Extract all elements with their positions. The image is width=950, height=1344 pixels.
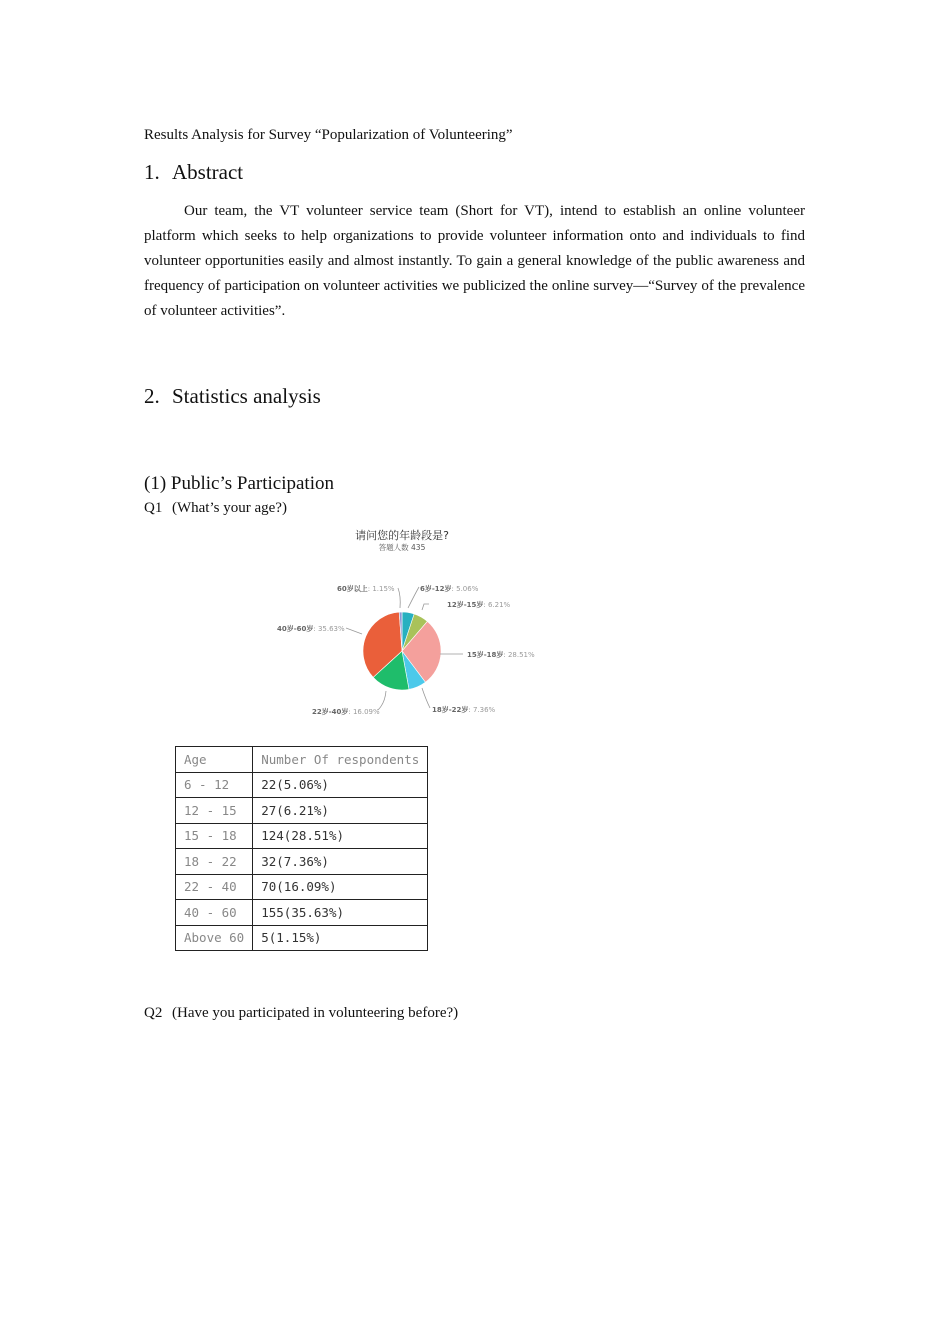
question-text: (What’s your age?) (172, 500, 287, 516)
question-number: Q2 (144, 1005, 163, 1021)
table-row (176, 823, 428, 849)
table-row (176, 849, 428, 875)
table-cell-count: 5(1.15%) (253, 925, 428, 951)
table-row (176, 925, 428, 951)
table-cell-age: 22 - 40 (176, 874, 253, 900)
document-title: Results Analysis for Survey “Popularization of Volunteering” (144, 127, 513, 143)
chart-subtitle: 答题人数 435 (378, 543, 426, 552)
slice-label-12-15: 12岁-15岁: 6.21% (447, 601, 511, 609)
question-number: Q1 (144, 500, 163, 516)
abstract-paragraph: Our team, the VT volunteer service team (Short for VT), intend to establish an online volunteer platform which seeks to help organizations to provide volunteer information onto and individuals to find volunteer opportunities easily and almost instantly. To gain a general knowledge of the public awareness and frequency of participation on volunteer activities we publicized the online survey—“Survey of the prevalence of volunteer activities”. (144, 203, 805, 319)
table-header-cell: Number Of respondents (253, 747, 428, 773)
table-header-cell: Age (176, 747, 253, 773)
table-cell-count: 124(28.51%) (253, 823, 428, 849)
table-cell-count: 22(5.06%) (253, 772, 428, 798)
table-cell-age: 6 - 12 (176, 772, 253, 798)
slice-label-15-18: 15岁-18岁: 28.51% (467, 651, 535, 659)
slice-label-60-plus: 60岁以上: 1.15% (337, 585, 395, 593)
table-cell-count: 70(16.09%) (253, 874, 428, 900)
table-cell-age: 12 - 15 (176, 798, 253, 824)
question-2 (144, 1005, 458, 1022)
section-number: 2. (144, 384, 160, 408)
table-row (176, 798, 428, 824)
age-pie-chart (260, 520, 560, 725)
subsection-heading: (1) Public’s Participation (144, 473, 334, 494)
slice-label-22-40: 22岁-40岁: 16.09% (312, 708, 380, 716)
table-row (176, 874, 428, 900)
table-cell-count: 27(6.21%) (253, 798, 428, 824)
table-cell-age: 40 - 60 (176, 900, 253, 926)
chart-title: 请问您的年龄段是? (355, 529, 449, 542)
table-cell-age: Above 60 (176, 925, 253, 951)
question-text: (Have you participated in volunteering before?) (172, 1005, 459, 1021)
table-header-row (176, 747, 428, 773)
section-title: Statistics analysis (172, 384, 321, 408)
slice-label-40-60: 40岁-60岁: 35.63% (277, 625, 345, 633)
question-1 (144, 500, 287, 517)
age-table (175, 746, 428, 951)
table-row (176, 900, 428, 926)
table-cell-count: 32(7.36%) (253, 849, 428, 875)
section-heading-abstract (144, 160, 243, 185)
section-number: 1. (144, 160, 160, 184)
section-heading-statistics (144, 384, 321, 409)
table-row (176, 772, 428, 798)
table-cell-age: 18 - 22 (176, 849, 253, 875)
table-cell-age: 15 - 18 (176, 823, 253, 849)
table-cell-count: 155(35.63%) (253, 900, 428, 926)
slice-label-18-22: 18岁-22岁: 7.36% (432, 706, 496, 714)
slice-label-6-12: 6岁-12岁: 5.06% (420, 585, 479, 593)
section-title: Abstract (172, 160, 244, 184)
